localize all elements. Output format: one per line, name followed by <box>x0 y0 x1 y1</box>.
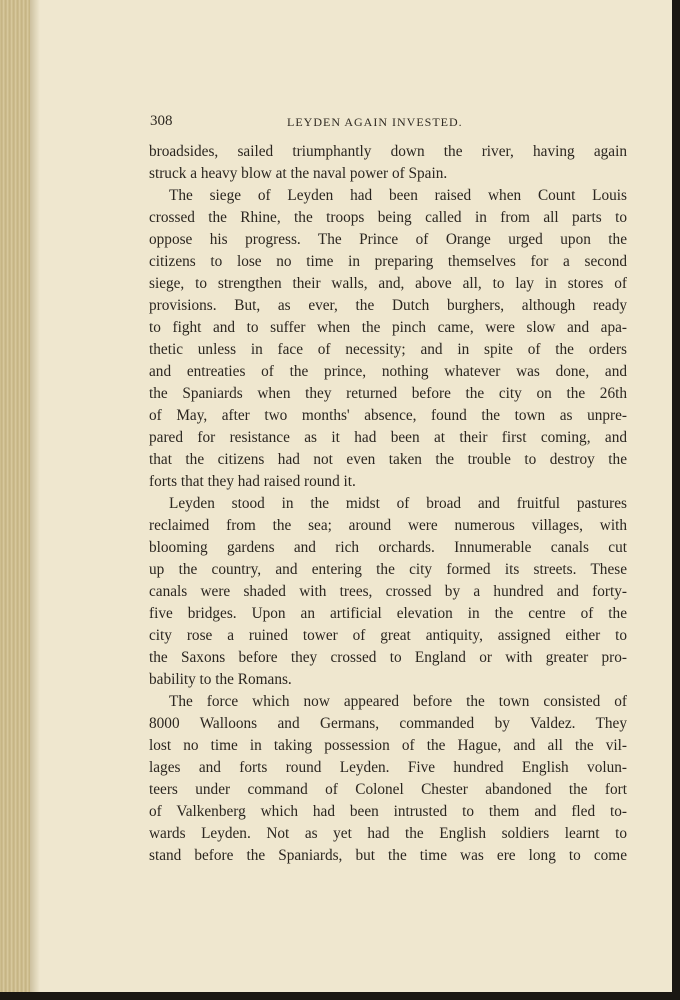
text-line: up the country, and entering the city formed its streets. These <box>149 561 627 578</box>
text-line: the Saxons before they crossed to England or with greater pro- <box>149 649 627 666</box>
text-line: the Spaniards when they returned before the city on the 26th <box>149 385 627 402</box>
running-head <box>150 113 628 133</box>
text-line: The force which now appeared before the town consisted of <box>169 693 627 710</box>
text-line: 8000 Walloons and Germans, commanded by Valdez. They <box>149 715 627 732</box>
text-line: pared for resistance as it had been at their first coming, and <box>149 429 627 446</box>
text-line: provisions. But, as ever, the Dutch burghers, although ready <box>149 297 627 314</box>
text-line: to fight and to suffer when the pinch came, were slow and apa- <box>149 319 627 336</box>
page-number: 308 <box>150 113 173 129</box>
text-line: lost no time in taking possession of the Hague, and all the vil- <box>149 737 627 754</box>
text-line: The siege of Leyden had been raised when Count Louis <box>169 187 627 204</box>
text-line: citizens to lose no time in preparing themselves for a second <box>149 253 627 270</box>
text-line: stand before the Spaniards, but the time was ere long to come <box>149 847 627 864</box>
page-edges <box>0 0 30 992</box>
text-line: crossed the Rhine, the troops being called in from all parts to <box>149 209 627 226</box>
gutter-shadow <box>30 0 40 992</box>
text-line: siege, to strengthen their walls, and, above all, to lay in stores of <box>149 275 627 292</box>
text-line: teers under command of Colonel Chester abandoned the fort <box>149 781 627 798</box>
body-text <box>149 141 627 867</box>
text-line: five bridges. Upon an artificial elevation in the centre of the <box>149 605 627 622</box>
text-line: forts that they had raised round it. <box>149 473 356 490</box>
running-title: LEYDEN AGAIN INVESTED. <box>287 115 463 129</box>
text-line: lages and forts round Leyden. Five hundred English volun- <box>149 759 627 776</box>
text-line: struck a heavy blow at the naval power of Spain. <box>149 165 448 182</box>
text-line: wards Leyden. Not as yet had the English soldiers learnt to <box>149 825 627 842</box>
text-line: and entreaties of the prince, nothing whatever was done, and <box>149 363 627 380</box>
text-line: thetic unless in face of necessity; and in spite of the orders <box>149 341 627 358</box>
text-line: oppose his progress. The Prince of Orange urged upon the <box>149 231 627 248</box>
text-line: of May, after two months' absence, found the town as unpre- <box>149 407 627 424</box>
text-line: canals were shaded with trees, crossed by a hundred and forty- <box>149 583 627 600</box>
text-line: city rose a ruined tower of great antiquity, assigned either to <box>149 627 627 644</box>
text-line: blooming gardens and rich orchards. Innumerable canals cut <box>149 539 627 556</box>
text-line: of Valkenberg which had been intrusted to them and fled to- <box>149 803 627 820</box>
text-line: that the citizens had not even taken the trouble to destroy the <box>149 451 627 468</box>
text-line: Leyden stood in the midst of broad and fruitful pastures <box>169 495 627 512</box>
text-line: broadsides, sailed triumphantly down the river, having again <box>149 143 627 160</box>
text-line: bability to the Romans. <box>149 671 292 688</box>
text-line: reclaimed from the sea; around were numerous villages, with <box>149 517 627 534</box>
